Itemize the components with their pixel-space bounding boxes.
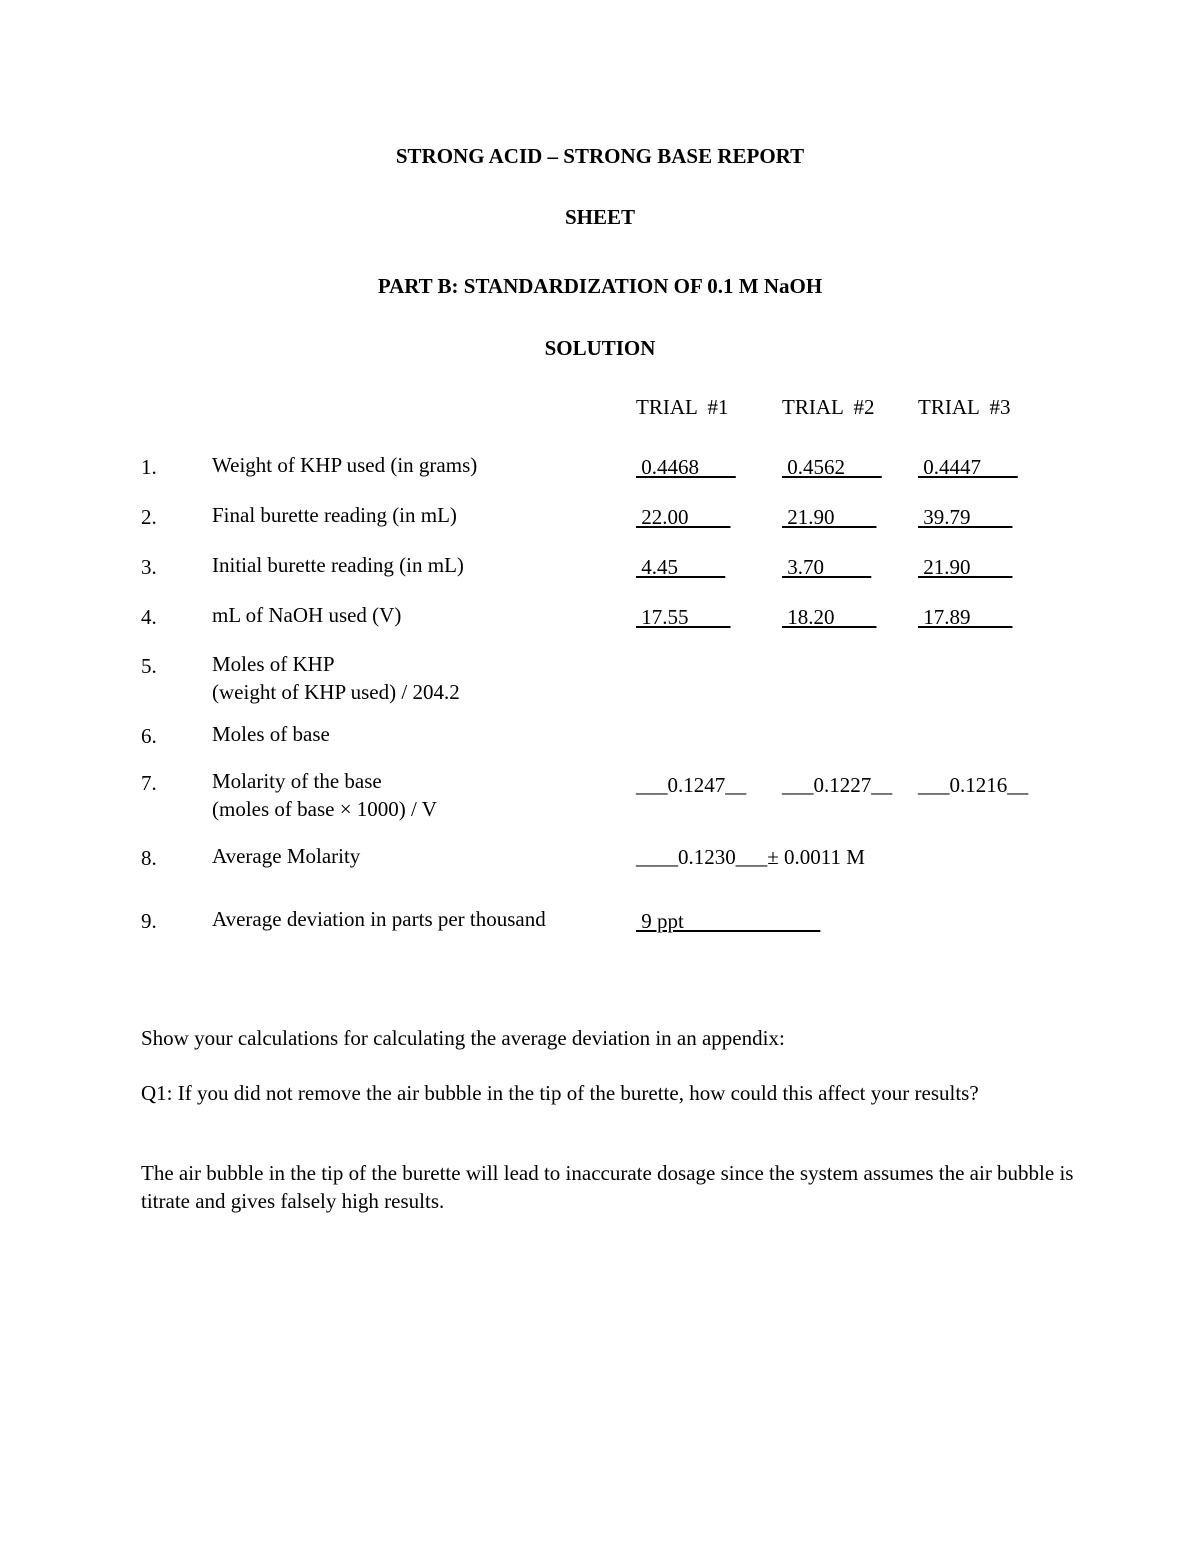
row-label-average-molarity: Average Molarity <box>212 844 361 868</box>
naoh-used-trial-2: 18.20 <box>782 605 877 629</box>
naoh-used-trial-3: 17.89 <box>918 605 1013 629</box>
khp-weight-trial-2: 0.4562 <box>782 455 882 479</box>
final-reading-trial-1: 22.00 <box>636 505 731 529</box>
row-label-moles-khp: Moles of KHP <box>212 652 335 676</box>
initial-reading-trial-2: 3.70 <box>782 555 872 579</box>
row-number: 3. <box>141 555 157 579</box>
row-label-final-reading: Final burette reading (in mL) <box>212 503 457 527</box>
row-sublabel-molarity-formula: (moles of base × 1000) / V <box>212 797 437 821</box>
row-label-naoh-used: mL of NaOH used (V) <box>212 603 402 627</box>
trial-2-header: TRIAL #2 <box>782 395 875 419</box>
molarity-trial-1: ___0.1247__ <box>636 773 747 797</box>
molarity-trial-2: ___0.1227__ <box>782 773 893 797</box>
row-label-moles-base: Moles of base <box>212 722 330 746</box>
appendix-instruction: Show your calculations for calculating the average deviation in an appendix: <box>141 1026 785 1050</box>
row-number: 9. <box>141 909 157 933</box>
molarity-trial-3: ___0.1216__ <box>918 773 1029 797</box>
naoh-used-trial-1: 17.55 <box>636 605 731 629</box>
khp-weight-trial-1: 0.4468 <box>636 455 736 479</box>
row-number: 1. <box>141 455 157 479</box>
report-title: STRONG ACID – STRONG BASE REPORT <box>395 144 805 168</box>
final-reading-trial-3: 39.79 <box>918 505 1013 529</box>
row-label-average-deviation: Average deviation in parts per thousand <box>212 907 546 931</box>
row-number: 5. <box>141 654 157 678</box>
answer-1: The air bubble in the tip of the burette will lead to inaccurate dosage since the system assumes the air bubble is titrate and gives falsely high results. <box>141 1161 1074 1213</box>
part-heading: PART B: STANDARDIZATION OF 0.1 M NaOH <box>377 274 823 298</box>
report-title-continued: SHEET <box>564 205 636 229</box>
khp-weight-trial-3: 0.4447 <box>918 455 1018 479</box>
row-number: 6. <box>141 724 157 748</box>
row-number: 4. <box>141 605 157 629</box>
row-number: 2. <box>141 505 157 529</box>
row-label-khp-weight: Weight of KHP used (in grams) <box>212 453 478 477</box>
average-molarity-value: ____0.1230___± 0.0011 M <box>636 845 865 869</box>
trial-1-header: TRIAL #1 <box>636 395 729 419</box>
initial-reading-trial-1: 4.45 <box>636 555 726 579</box>
row-sublabel-moles-khp-formula: (weight of KHP used) / 204.2 <box>212 680 460 704</box>
row-number: 8. <box>141 846 157 870</box>
final-reading-trial-2: 21.90 <box>782 505 877 529</box>
row-label-initial-reading: Initial burette reading (in mL) <box>212 553 464 577</box>
initial-reading-trial-3: 21.90 <box>918 555 1013 579</box>
row-number: 7. <box>141 771 157 795</box>
average-deviation-value: 9 ppt <box>636 909 821 933</box>
trial-3-header: TRIAL #3 <box>918 395 1011 419</box>
question-1: Q1: If you did not remove the air bubble in the tip of the burette, how could this affect your results? <box>141 1081 979 1105</box>
part-heading-continued: SOLUTION <box>544 336 656 360</box>
row-label-molarity: Molarity of the base <box>212 769 382 793</box>
